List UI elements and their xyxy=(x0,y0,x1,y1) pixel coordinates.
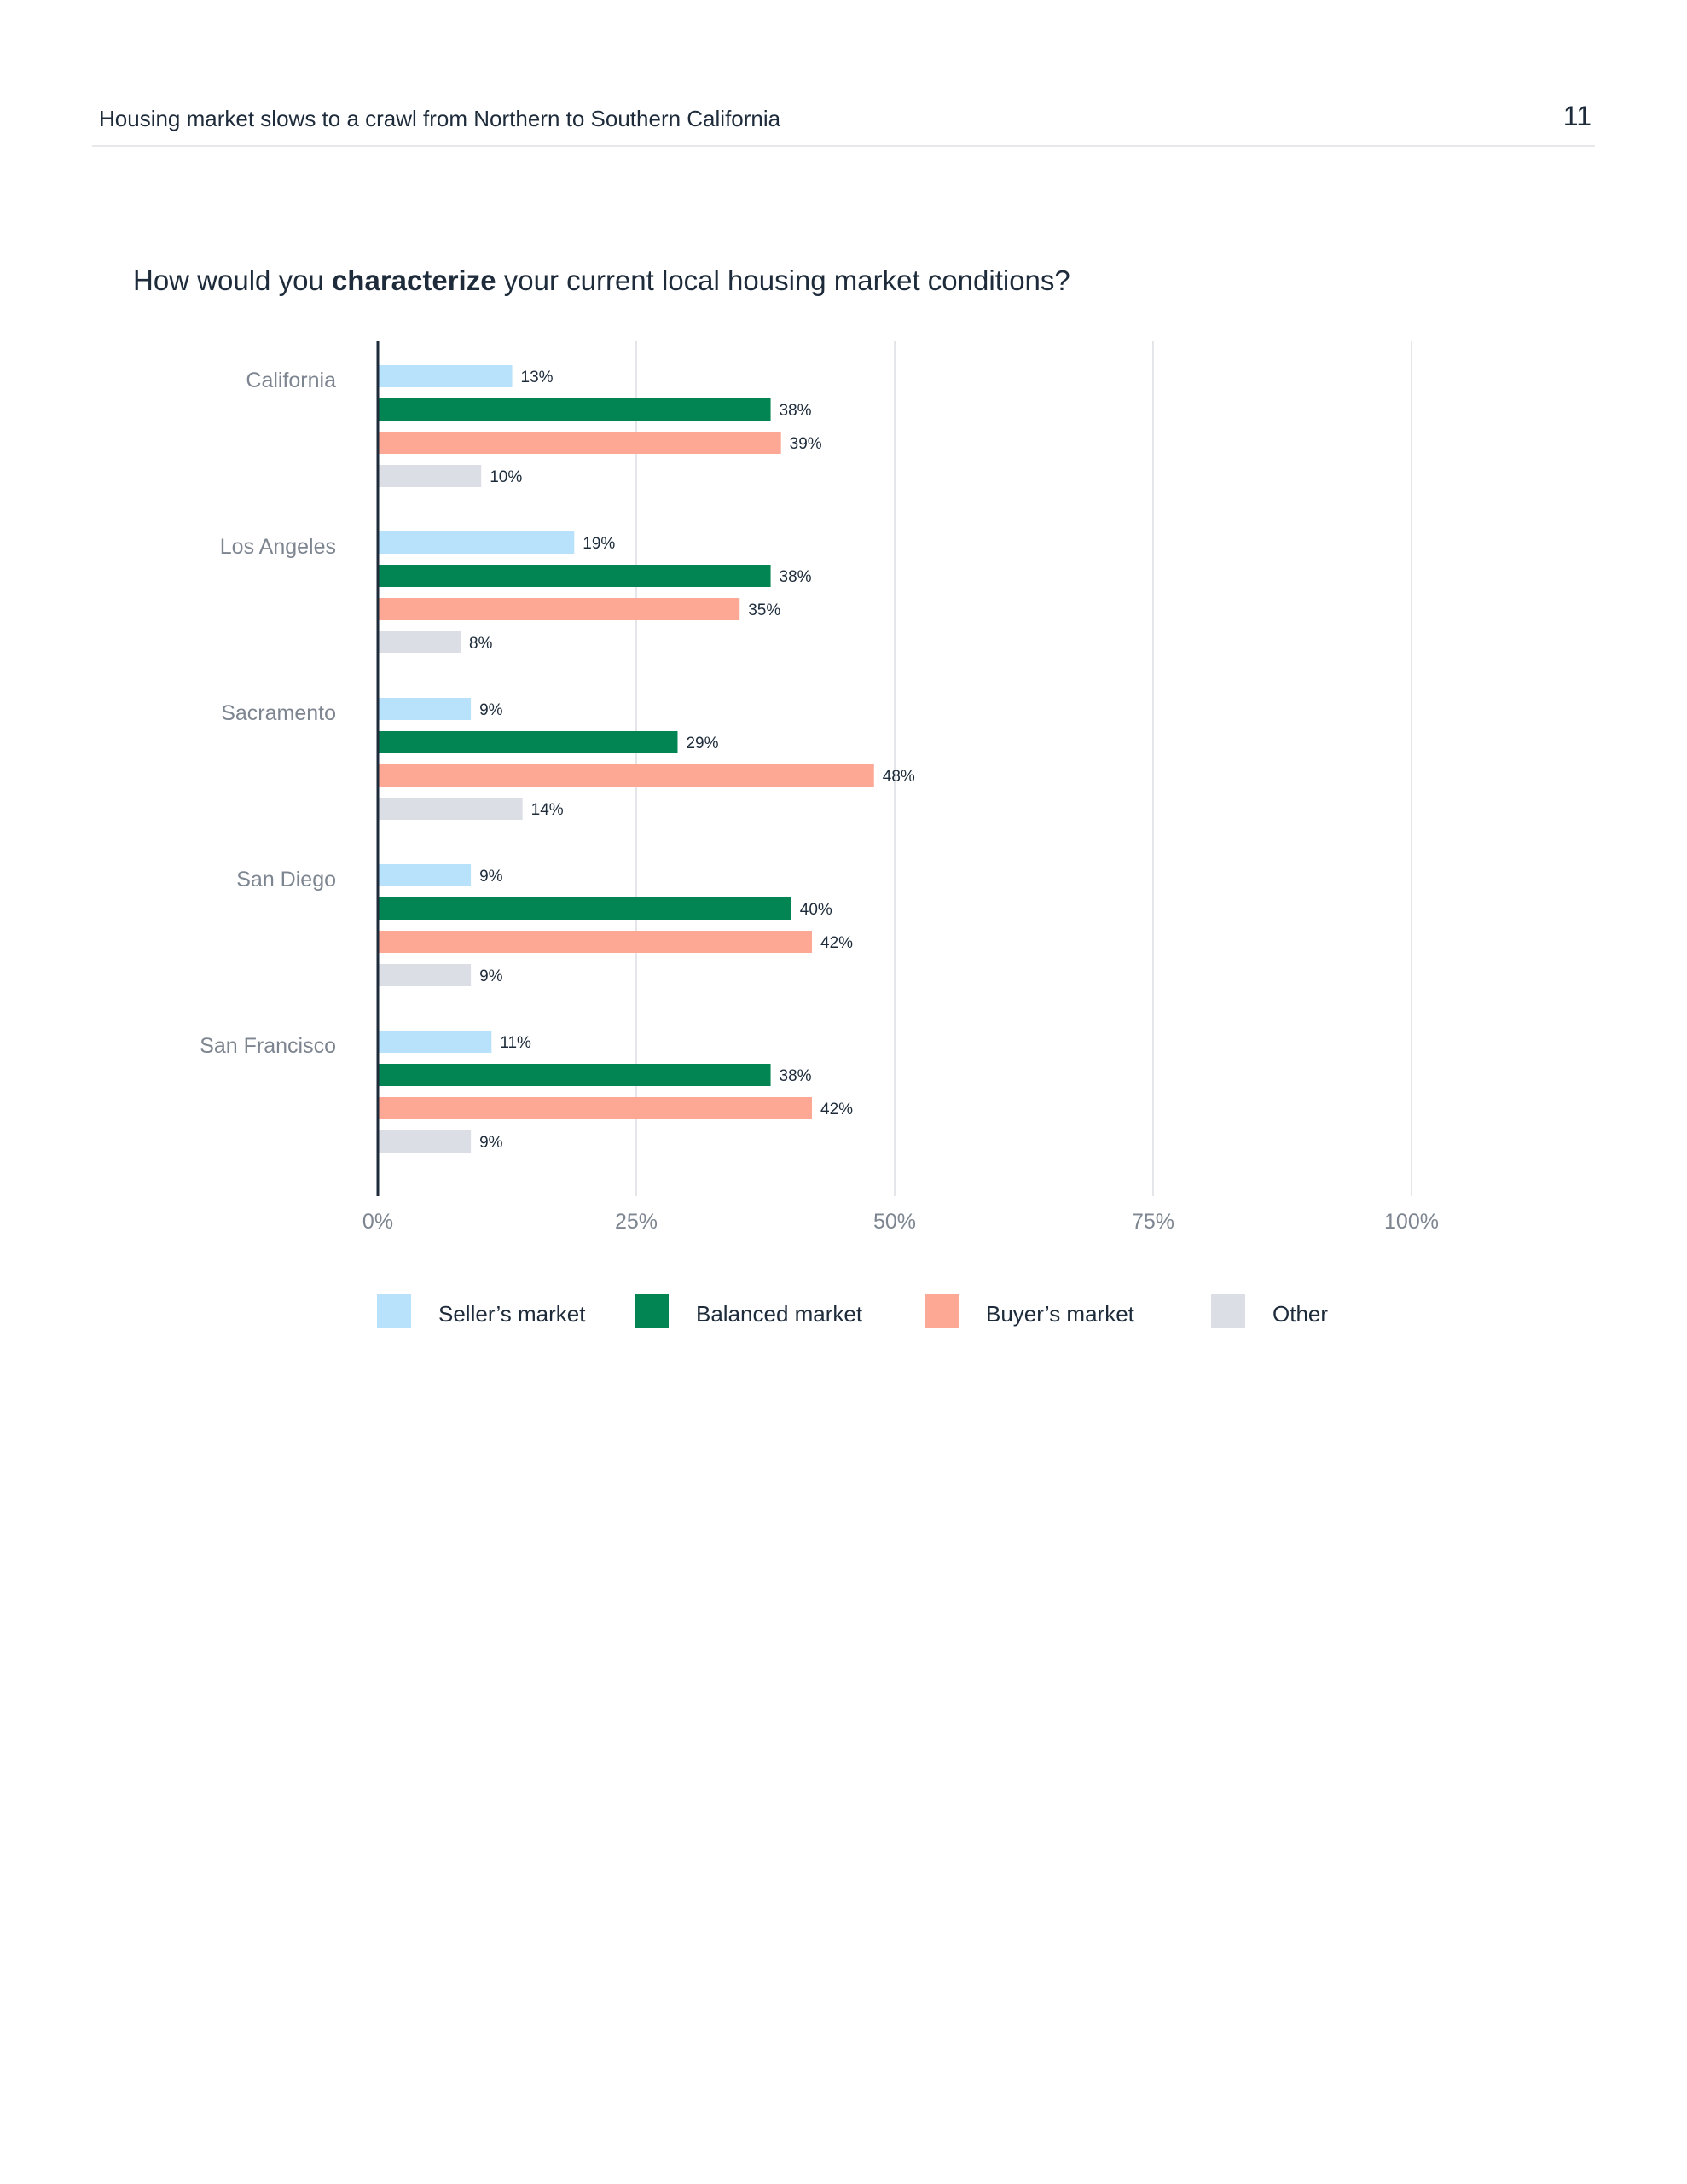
value-label: 14% xyxy=(530,801,564,819)
bars xyxy=(378,365,874,1153)
value-label: 48% xyxy=(882,768,915,786)
bar xyxy=(378,897,791,920)
bar xyxy=(378,565,771,587)
x-tick-label: 75% xyxy=(1131,1210,1175,1234)
category-label: San Diego xyxy=(236,868,336,892)
bar xyxy=(378,1130,471,1153)
header-title: Housing market slows to a crawl from Northern to Southern California xyxy=(99,106,781,131)
bar xyxy=(378,531,574,554)
value-label: 38% xyxy=(779,1067,812,1085)
bar xyxy=(378,964,471,986)
x-tick-label: 100% xyxy=(1384,1210,1439,1234)
x-tick-label: 25% xyxy=(614,1210,658,1234)
value-label: 8% xyxy=(468,635,493,653)
category-label: California xyxy=(246,369,336,392)
category-labels xyxy=(200,369,336,1058)
value-label: 29% xyxy=(686,735,719,752)
bar xyxy=(378,764,874,787)
category-label: Sacramento xyxy=(221,701,336,725)
question-text-after: your current local housing market conditions? xyxy=(496,264,1070,296)
value-label: 9% xyxy=(479,701,503,719)
value-labels xyxy=(469,369,915,1152)
legend-swatch xyxy=(635,1294,669,1328)
legend-swatch xyxy=(377,1294,411,1328)
x-tick-label: 50% xyxy=(872,1210,917,1234)
value-label: 9% xyxy=(479,868,503,886)
bar xyxy=(378,465,481,487)
legend-label: Other xyxy=(1272,1301,1329,1327)
value-label: 9% xyxy=(479,967,503,985)
legend-label: Seller’s market xyxy=(438,1301,586,1327)
value-label: 11% xyxy=(500,1034,531,1052)
value-label: 19% xyxy=(583,535,616,553)
value-label: 42% xyxy=(820,1101,854,1118)
value-label: 10% xyxy=(490,468,523,486)
bar xyxy=(378,1031,491,1053)
bar xyxy=(378,931,812,953)
bar xyxy=(378,731,677,753)
bar xyxy=(378,1097,812,1119)
value-label: 38% xyxy=(779,402,812,420)
bar xyxy=(378,798,523,820)
x-tick-labels xyxy=(362,1210,1439,1234)
category-label: Los Angeles xyxy=(219,535,336,559)
bar xyxy=(378,365,513,387)
x-tick-label: 0% xyxy=(362,1210,394,1234)
bar xyxy=(378,864,471,886)
bar xyxy=(378,1064,771,1086)
bar xyxy=(378,398,771,421)
legend-label: Buyer’s market xyxy=(986,1301,1134,1327)
value-label: 42% xyxy=(820,934,854,952)
value-label: 13% xyxy=(520,369,554,386)
value-label: 9% xyxy=(479,1134,503,1152)
value-label: 40% xyxy=(799,901,832,919)
value-label: 35% xyxy=(748,601,781,619)
legend-swatch xyxy=(925,1294,959,1328)
page-number: 11 xyxy=(1562,101,1591,131)
bar xyxy=(378,598,739,620)
bar xyxy=(378,432,781,454)
legend-label: Balanced market xyxy=(696,1301,863,1327)
category-label: San Francisco xyxy=(200,1034,336,1058)
bar xyxy=(378,631,461,653)
question-text-emphasis: characterize xyxy=(331,264,496,296)
question-text-before: How would you xyxy=(133,264,332,296)
value-label: 39% xyxy=(789,435,822,453)
value-label: 38% xyxy=(779,568,812,586)
bar xyxy=(378,698,471,720)
legend-swatch xyxy=(1211,1294,1245,1328)
